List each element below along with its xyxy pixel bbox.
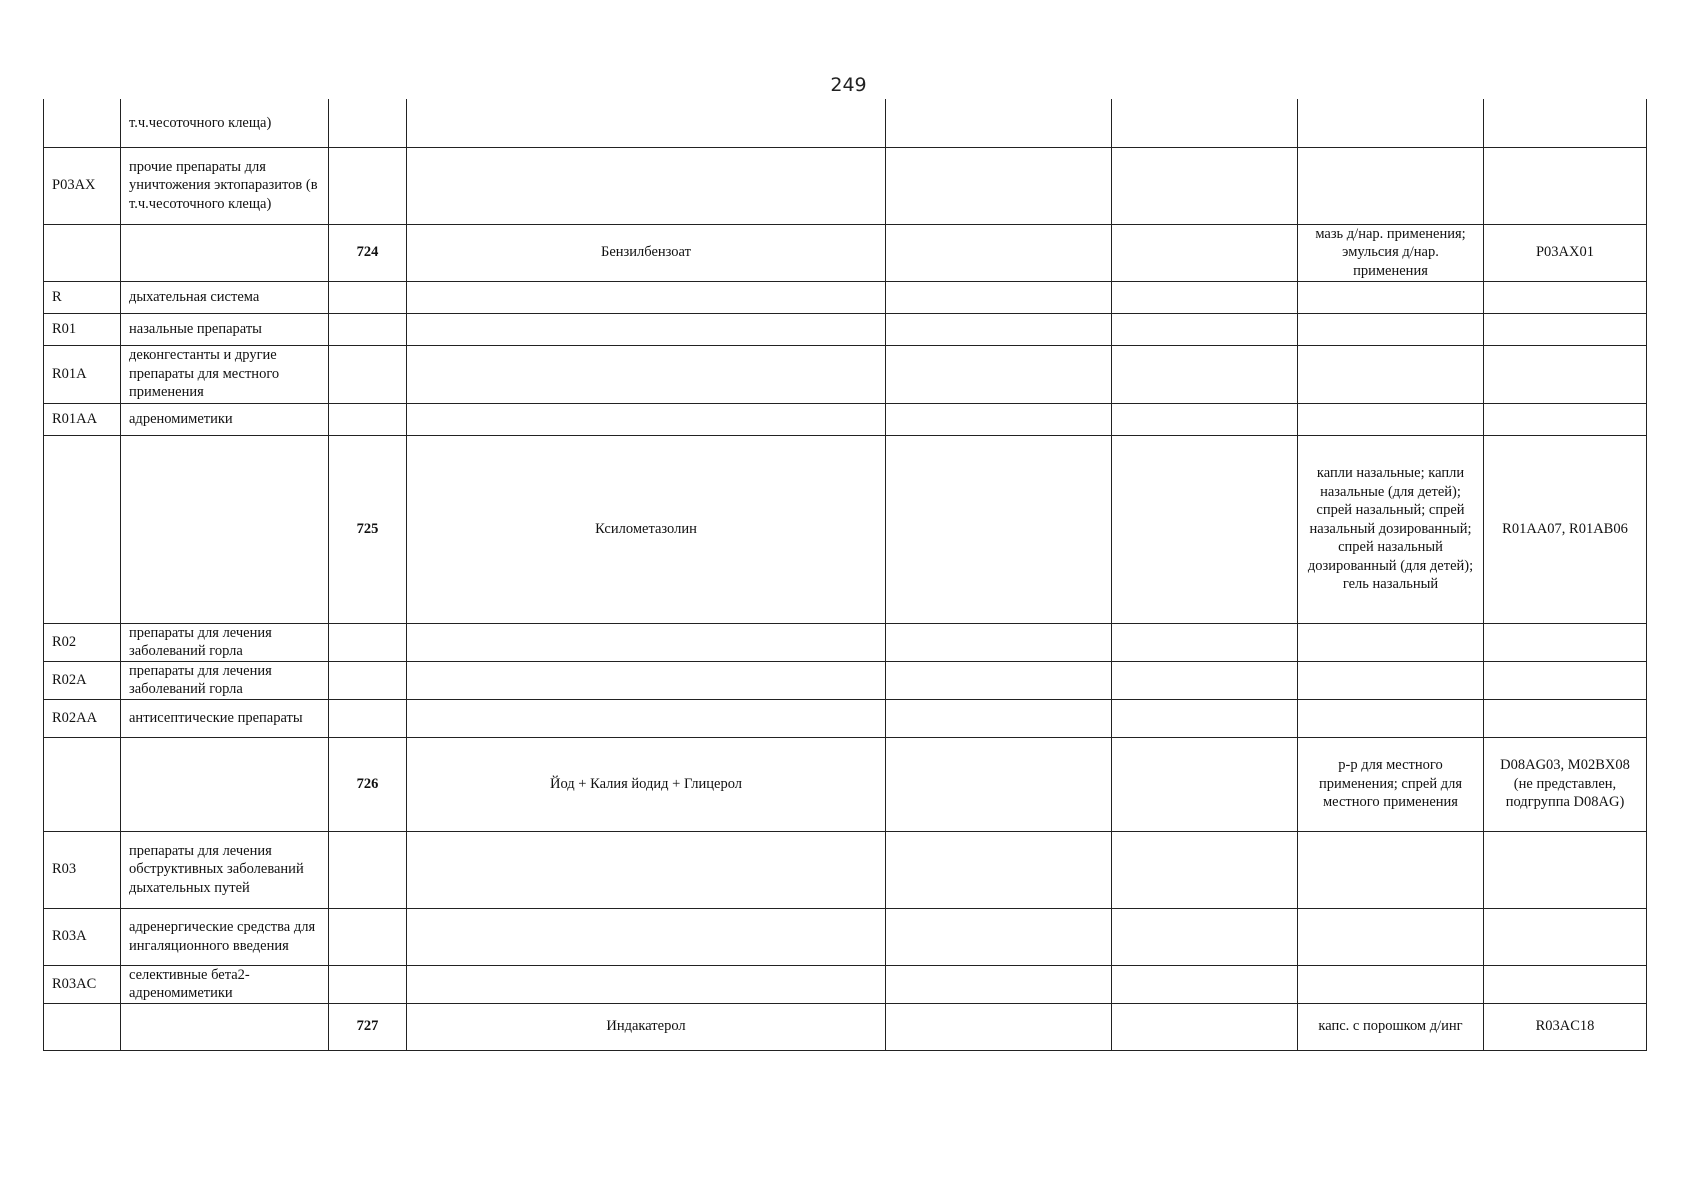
- drug-name: Ксилометазолин: [407, 435, 886, 623]
- row-code: [44, 737, 121, 831]
- empty-cell: [886, 1003, 1112, 1050]
- atc-code: P03AX01: [1484, 224, 1647, 281]
- table-row: [44, 661, 1647, 699]
- atc-code: R03AC18: [1484, 1003, 1647, 1050]
- drug-name: [407, 623, 886, 661]
- row-description: препараты для лечения обструктивных заболеваний дыхательных путей: [121, 831, 329, 908]
- drug-name: Индакатерол: [407, 1003, 886, 1050]
- row-description: адреномиметики: [121, 403, 329, 435]
- atc-code: [1484, 313, 1647, 345]
- empty-cell: [1112, 831, 1298, 908]
- table-row: [44, 831, 1647, 908]
- empty-cell: [886, 699, 1112, 737]
- row-code: [44, 99, 121, 147]
- drug-name: [407, 831, 886, 908]
- row-number: 726: [329, 737, 407, 831]
- row-number: [329, 313, 407, 345]
- row-code: R01AA: [44, 403, 121, 435]
- table-row: [44, 737, 1647, 831]
- atc-code: [1484, 965, 1647, 1003]
- empty-cell: [1112, 435, 1298, 623]
- table-row: [44, 403, 1647, 435]
- empty-cell: [1112, 224, 1298, 281]
- row-number: [329, 831, 407, 908]
- row-description: дыхательная система: [121, 281, 329, 313]
- empty-cell: [1112, 403, 1298, 435]
- atc-code: [1484, 281, 1647, 313]
- row-code: [44, 224, 121, 281]
- row-number: 724: [329, 224, 407, 281]
- atc-code: R01AA07, R01AB06: [1484, 435, 1647, 623]
- row-description: т.ч.чесоточного клеща): [121, 99, 329, 147]
- empty-cell: [886, 345, 1112, 403]
- table-row: [44, 281, 1647, 313]
- empty-cell: [1112, 623, 1298, 661]
- empty-cell: [1112, 281, 1298, 313]
- atc-code: [1484, 831, 1647, 908]
- row-number: 725: [329, 435, 407, 623]
- empty-cell: [886, 99, 1112, 147]
- atc-code: [1484, 99, 1647, 147]
- row-description: прочие препараты для уничтожения эктопаразитов (в т.ч.чесоточного клеща): [121, 147, 329, 224]
- row-code: [44, 1003, 121, 1050]
- table-row: [44, 313, 1647, 345]
- row-number: [329, 623, 407, 661]
- row-code: R01: [44, 313, 121, 345]
- empty-cell: [1112, 1003, 1298, 1050]
- dosage-form: р-р для местного применения; спрей для местного применения: [1298, 737, 1484, 831]
- drug-name: [407, 99, 886, 147]
- empty-cell: [886, 965, 1112, 1003]
- empty-cell: [1112, 99, 1298, 147]
- row-number: [329, 281, 407, 313]
- drug-name: [407, 313, 886, 345]
- row-description: назальные препараты: [121, 313, 329, 345]
- row-number: [329, 345, 407, 403]
- row-code: R03AC: [44, 965, 121, 1003]
- empty-cell: [886, 737, 1112, 831]
- dosage-form: [1298, 831, 1484, 908]
- dosage-form: [1298, 661, 1484, 699]
- table-row: [44, 99, 1647, 147]
- empty-cell: [886, 831, 1112, 908]
- drug-name: [407, 908, 886, 965]
- row-number: 727: [329, 1003, 407, 1050]
- atc-code: [1484, 699, 1647, 737]
- drug-name: Йод + Калия йодид + Глицерол: [407, 737, 886, 831]
- dosage-form: [1298, 908, 1484, 965]
- row-description: адренергические средства для ингаляционного введения: [121, 908, 329, 965]
- row-code: R03A: [44, 908, 121, 965]
- table-row: [44, 345, 1647, 403]
- row-number: [329, 147, 407, 224]
- table-row: [44, 435, 1647, 623]
- empty-cell: [886, 435, 1112, 623]
- drug-name: [407, 147, 886, 224]
- row-description: деконгестанты и другие препараты для местного применения: [121, 345, 329, 403]
- table-row: [44, 623, 1647, 661]
- empty-cell: [1112, 965, 1298, 1003]
- row-description: [121, 737, 329, 831]
- dosage-form: [1298, 281, 1484, 313]
- row-description: препараты для лечения заболеваний горла: [121, 661, 329, 699]
- drug-table: [43, 99, 1647, 1051]
- drug-name: [407, 345, 886, 403]
- drug-name: [407, 699, 886, 737]
- page-number: 249: [830, 74, 867, 96]
- atc-code: [1484, 403, 1647, 435]
- dosage-form: [1298, 699, 1484, 737]
- atc-code: [1484, 345, 1647, 403]
- row-code: R03: [44, 831, 121, 908]
- dosage-form: капли назальные; капли назальные (для детей); спрей назальный; спрей назальный дозированный; спрей назальный дозированный (для детей); гель назальный: [1298, 435, 1484, 623]
- row-number: [329, 661, 407, 699]
- empty-cell: [886, 403, 1112, 435]
- empty-cell: [1112, 313, 1298, 345]
- drug-name: [407, 281, 886, 313]
- drug-name: Бензилбензоат: [407, 224, 886, 281]
- table-row: [44, 908, 1647, 965]
- row-code: R02AA: [44, 699, 121, 737]
- table-row: [44, 699, 1647, 737]
- row-number: [329, 699, 407, 737]
- row-description: [121, 1003, 329, 1050]
- dosage-form: [1298, 99, 1484, 147]
- row-description: препараты для лечения заболеваний горла: [121, 623, 329, 661]
- row-code: R01A: [44, 345, 121, 403]
- atc-code: [1484, 623, 1647, 661]
- row-description: селективные бета2-адреномиметики: [121, 965, 329, 1003]
- row-number: [329, 965, 407, 1003]
- row-number: [329, 99, 407, 147]
- empty-cell: [886, 908, 1112, 965]
- empty-cell: [1112, 699, 1298, 737]
- row-number: [329, 403, 407, 435]
- dosage-form: [1298, 313, 1484, 345]
- dosage-form: [1298, 147, 1484, 224]
- empty-cell: [886, 313, 1112, 345]
- empty-cell: [1112, 908, 1298, 965]
- empty-cell: [1112, 737, 1298, 831]
- dosage-form: [1298, 623, 1484, 661]
- empty-cell: [1112, 661, 1298, 699]
- row-description: [121, 224, 329, 281]
- empty-cell: [886, 623, 1112, 661]
- empty-cell: [886, 224, 1112, 281]
- dosage-form: капс. с порошком д/инг: [1298, 1003, 1484, 1050]
- atc-code: [1484, 147, 1647, 224]
- table-row: [44, 1003, 1647, 1050]
- row-code: R02: [44, 623, 121, 661]
- table-row: [44, 147, 1647, 224]
- drug-name: [407, 965, 886, 1003]
- drug-name: [407, 403, 886, 435]
- row-code: P03AX: [44, 147, 121, 224]
- row-description: [121, 435, 329, 623]
- drug-name: [407, 661, 886, 699]
- empty-cell: [886, 281, 1112, 313]
- atc-code: [1484, 661, 1647, 699]
- dosage-form: [1298, 965, 1484, 1003]
- empty-cell: [886, 147, 1112, 224]
- row-description: антисептические препараты: [121, 699, 329, 737]
- dosage-form: [1298, 345, 1484, 403]
- row-code: R02A: [44, 661, 121, 699]
- row-code: [44, 435, 121, 623]
- empty-cell: [1112, 147, 1298, 224]
- table-body: [44, 99, 1647, 1050]
- empty-cell: [1112, 345, 1298, 403]
- atc-code: D08AG03, M02BX08 (не представлен, подгруппа D08AG): [1484, 737, 1647, 831]
- table-row: [44, 224, 1647, 281]
- empty-cell: [886, 661, 1112, 699]
- row-number: [329, 908, 407, 965]
- atc-code: [1484, 908, 1647, 965]
- dosage-form: [1298, 403, 1484, 435]
- dosage-form: мазь д/нар. применения; эмульсия д/нар. применения: [1298, 224, 1484, 281]
- row-code: R: [44, 281, 121, 313]
- table-row: [44, 965, 1647, 1003]
